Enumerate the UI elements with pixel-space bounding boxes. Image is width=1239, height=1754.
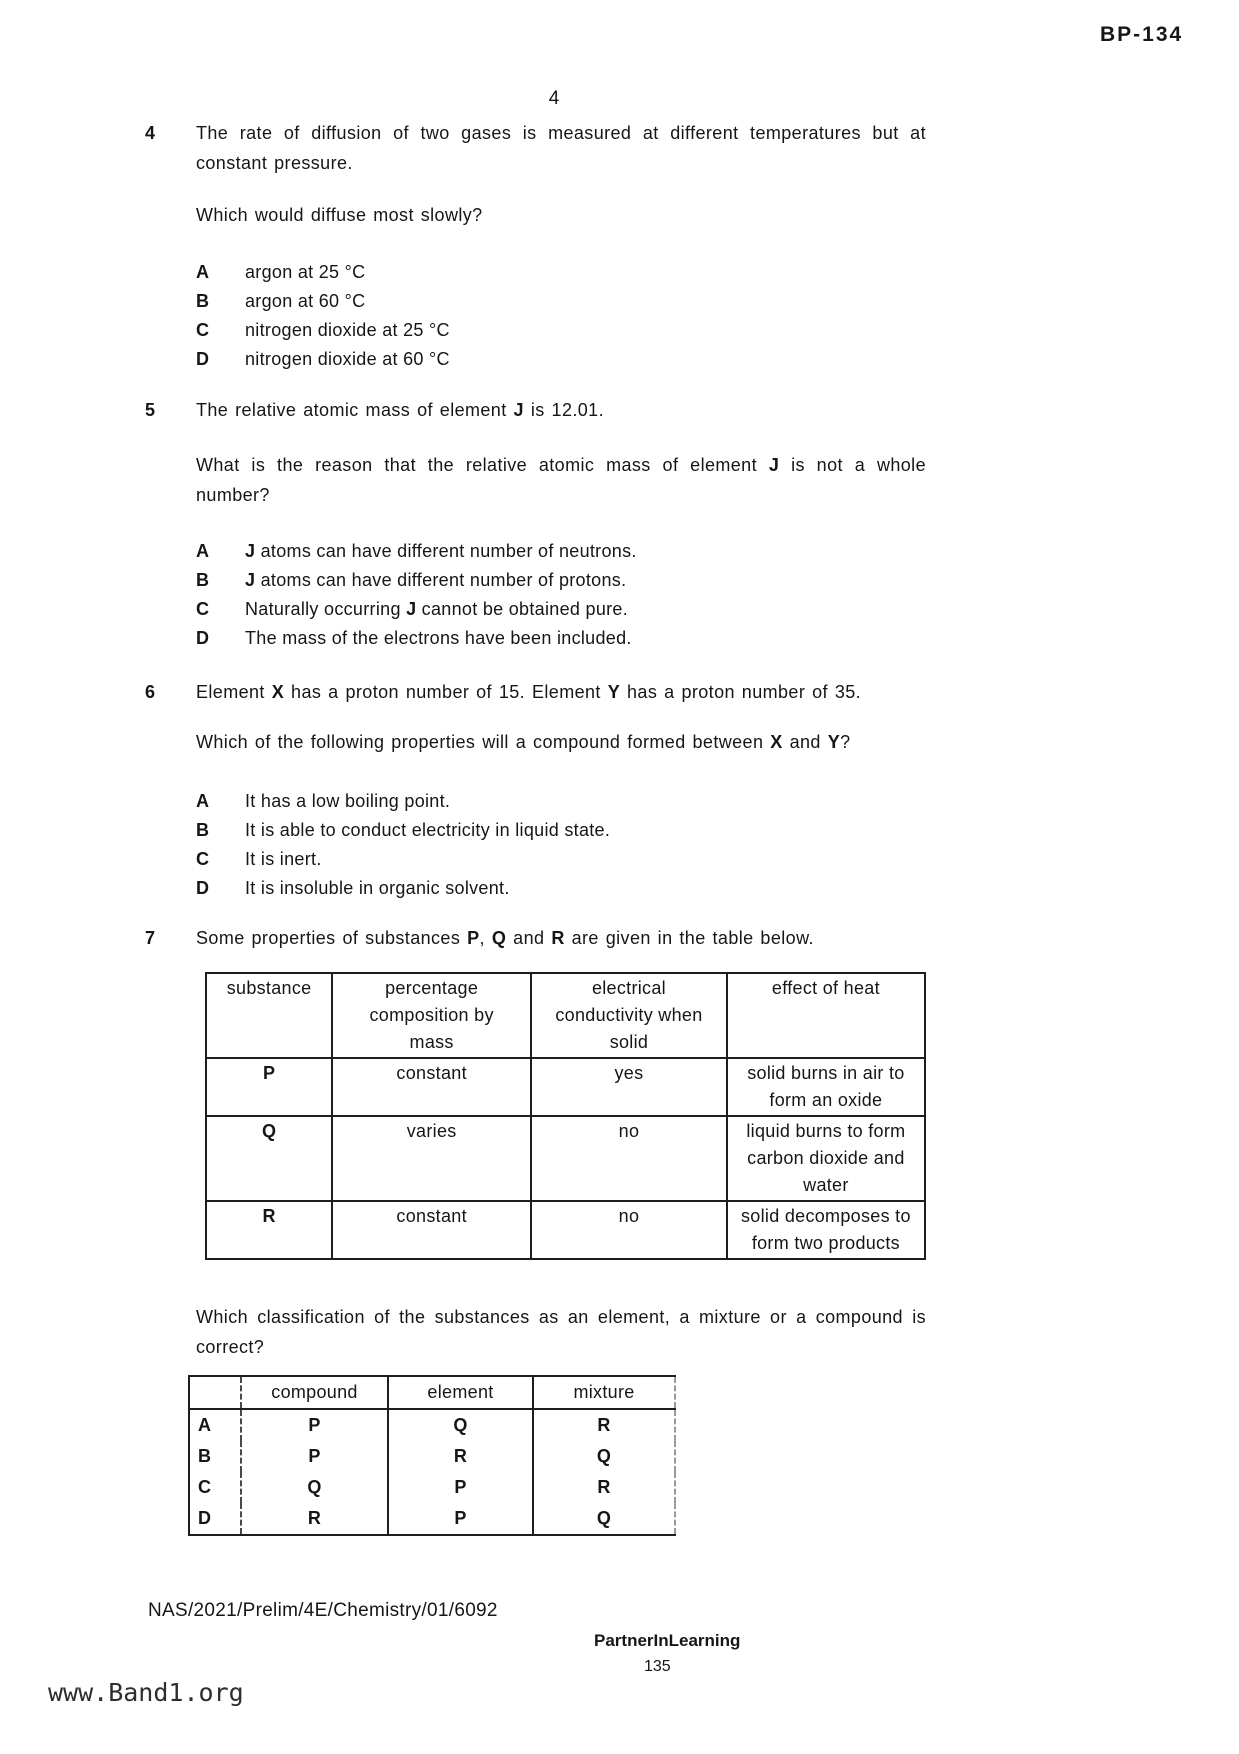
- element-cell: P: [388, 1472, 533, 1503]
- statement-text: is 12.01.: [523, 400, 604, 420]
- composition-cell: constant: [332, 1058, 531, 1116]
- substance-cell: Q: [206, 1116, 332, 1201]
- question-5: [145, 395, 926, 653]
- substance-cell: R: [206, 1201, 332, 1259]
- answer-letter: D: [189, 1503, 241, 1535]
- question-prompt: [196, 727, 926, 757]
- question-statement: [196, 677, 926, 707]
- option-text-part: atoms can have different number of protons.: [255, 570, 627, 590]
- table-row: [206, 1116, 925, 1201]
- column-header-blank: [189, 1376, 241, 1409]
- option-letter: C: [196, 320, 209, 340]
- option-letter: D: [196, 628, 209, 648]
- statement-bold: R: [551, 928, 565, 948]
- statement-text: Element: [196, 682, 272, 702]
- options-list: [196, 258, 926, 374]
- option-letter: A: [196, 262, 209, 282]
- prompt-text: Which of the following properties will a compound formed between: [196, 732, 771, 752]
- statement-bold: Q: [491, 928, 507, 948]
- table-row: [189, 1441, 675, 1472]
- option-text-bold: J: [245, 570, 256, 590]
- question-statement: [196, 395, 926, 425]
- option-row: [196, 566, 926, 595]
- footer-reference: NAS/2021/Prelim/4E/Chemistry/01/6092: [148, 1600, 498, 1621]
- option-letter: D: [196, 878, 209, 898]
- question-body: [196, 395, 926, 653]
- column-header-element: element: [388, 1376, 533, 1409]
- heat-cell: [727, 1058, 925, 1116]
- option-row: [196, 787, 926, 816]
- statement-text: has a proton number of 35.: [620, 682, 862, 702]
- option-letter: C: [196, 849, 209, 869]
- table-row: [189, 1503, 675, 1535]
- option-letter: D: [196, 349, 209, 369]
- option-text: It has a low boiling point.: [245, 791, 451, 811]
- option-text: It is insoluble in organic solvent.: [245, 878, 510, 898]
- option-row: [196, 316, 926, 345]
- table-header-row: [189, 1376, 675, 1409]
- question-number: 6: [145, 682, 156, 702]
- page-number: 4: [548, 88, 560, 109]
- option-letter: B: [196, 820, 209, 840]
- substance-cell: P: [206, 1058, 332, 1116]
- column-header-text: percentage composition by mass: [369, 978, 494, 1052]
- question-statement: [196, 923, 926, 953]
- option-letter: A: [196, 541, 209, 561]
- properties-table: [205, 972, 926, 1260]
- option-row: [196, 845, 926, 874]
- table-header-row: [206, 973, 925, 1058]
- document-code: BP-134: [1100, 23, 1184, 46]
- question-prompt: Which classification of the substances as an element, a mixture or a compound is correct?: [196, 1307, 926, 1357]
- option-letter: B: [196, 570, 209, 590]
- answer-letter: C: [189, 1472, 241, 1503]
- statement-text: are given in the table below.: [564, 928, 814, 948]
- statement-text: and: [506, 928, 552, 948]
- heat-text: liquid burns to form carbon dioxide and water: [746, 1121, 906, 1195]
- column-header-text: electrical conductivity when solid: [555, 978, 703, 1052]
- question-prompt: Which would diffuse most slowly?: [196, 205, 483, 225]
- conductivity-cell: no: [531, 1116, 727, 1201]
- answer-letter: B: [189, 1441, 241, 1472]
- option-letter: B: [196, 291, 209, 311]
- option-text: [245, 624, 632, 653]
- conductivity-cell: no: [531, 1201, 727, 1259]
- option-text: argon at 25 °C: [245, 262, 366, 282]
- question-prompt: [196, 450, 926, 510]
- statement-bold: P: [467, 928, 480, 948]
- question-number: 4: [145, 123, 156, 143]
- option-row: [196, 816, 926, 845]
- compound-cell: P: [241, 1441, 388, 1472]
- question-number: 7: [145, 928, 156, 948]
- mixture-cell: Q: [596, 1508, 612, 1528]
- table-row: [189, 1472, 675, 1503]
- statement-bold: J: [513, 400, 524, 420]
- option-text: [245, 537, 637, 566]
- option-row: [196, 345, 926, 374]
- option-text-bold: J: [245, 541, 256, 561]
- prompt-text: ?: [840, 732, 851, 752]
- question-body: [196, 118, 926, 374]
- question-4: [145, 118, 926, 374]
- element-cell: R: [388, 1441, 533, 1472]
- heat-cell: [727, 1116, 925, 1201]
- statement-bold: Y: [607, 682, 621, 702]
- statement-text: The relative atomic mass of element: [196, 400, 514, 420]
- question-body: [196, 923, 926, 1536]
- prompt-bold: J: [768, 455, 780, 475]
- prompt-text: and: [782, 732, 828, 752]
- option-text: It is able to conduct electricity in liquid state.: [245, 820, 611, 840]
- watermark-url: www.Band1.org: [48, 1678, 244, 1707]
- question-statement: The rate of diffusion of two gases is measured at different temperatures but at constant pressure.: [196, 123, 926, 173]
- column-header-mixture: mixture: [533, 1376, 675, 1409]
- option-text: [245, 566, 626, 595]
- option-row: [196, 537, 926, 566]
- option-row: [196, 624, 926, 653]
- element-cell: Q: [388, 1409, 533, 1441]
- table-row: [189, 1409, 675, 1441]
- heat-cell: [727, 1201, 925, 1259]
- option-text: It is inert.: [245, 849, 322, 869]
- answer-letter: A: [189, 1409, 241, 1441]
- conductivity-cell: yes: [531, 1058, 727, 1116]
- option-text-part: Naturally occurring: [245, 599, 407, 619]
- compound-cell: Q: [241, 1472, 388, 1503]
- mixture-cell: Q: [596, 1446, 612, 1466]
- option-text-bold: J: [406, 599, 417, 619]
- prompt-bold: Y: [827, 732, 841, 752]
- option-text: nitrogen dioxide at 25 °C: [245, 320, 450, 340]
- column-header-composition: [332, 973, 531, 1058]
- prompt-text: What is the reason that the relative atomic mass of element: [196, 455, 769, 475]
- statement-bold: X: [271, 682, 285, 702]
- statement-text: Some properties of substances: [196, 928, 468, 948]
- prompt-text: is not a whole number?: [196, 455, 926, 505]
- option-text: nitrogen dioxide at 60 °C: [245, 349, 450, 369]
- option-row: [196, 874, 926, 903]
- option-letter: A: [196, 791, 209, 811]
- composition-cell: varies: [332, 1116, 531, 1201]
- question-6: [145, 677, 926, 903]
- composition-cell: constant: [332, 1201, 531, 1259]
- statement-text: has a proton number of 15. Element: [284, 682, 608, 702]
- option-row: [196, 595, 926, 624]
- compound-cell: P: [241, 1409, 388, 1441]
- options-list: [196, 537, 926, 653]
- statement-text: ,: [479, 928, 492, 948]
- heat-text: solid burns in air to form an oxide: [747, 1063, 905, 1110]
- table-row: [206, 1201, 925, 1259]
- option-text-part: atoms can have different number of neutrons.: [255, 541, 637, 561]
- question-7: [145, 923, 926, 1536]
- column-header-substance: substance: [206, 973, 332, 1058]
- footer-page-number: 135: [644, 1658, 671, 1675]
- column-header-heat: effect of heat: [727, 973, 925, 1058]
- option-text-part: The mass of the electrons have been included.: [245, 628, 632, 648]
- option-text: [245, 595, 628, 624]
- option-row: [196, 287, 926, 316]
- classification-table: [188, 1375, 676, 1536]
- option-text: argon at 60 °C: [245, 291, 366, 311]
- compound-cell: R: [241, 1503, 388, 1535]
- options-list: [196, 787, 926, 903]
- element-cell: P: [388, 1503, 533, 1535]
- question-body: [196, 677, 926, 903]
- footer-brand: PartnerInLearning: [594, 1631, 741, 1650]
- table-row: [206, 1058, 925, 1116]
- prompt-bold: X: [770, 732, 783, 752]
- question-number: 5: [145, 400, 156, 420]
- option-text-part: cannot be obtained pure.: [416, 599, 629, 619]
- option-row: [196, 258, 926, 287]
- column-header-conductivity: [531, 973, 727, 1058]
- option-letter: C: [196, 599, 209, 619]
- heat-text: solid decomposes to form two products: [741, 1206, 911, 1253]
- mixture-cell: R: [597, 1477, 611, 1497]
- mixture-cell: R: [597, 1415, 611, 1435]
- column-header-compound: compound: [241, 1376, 388, 1409]
